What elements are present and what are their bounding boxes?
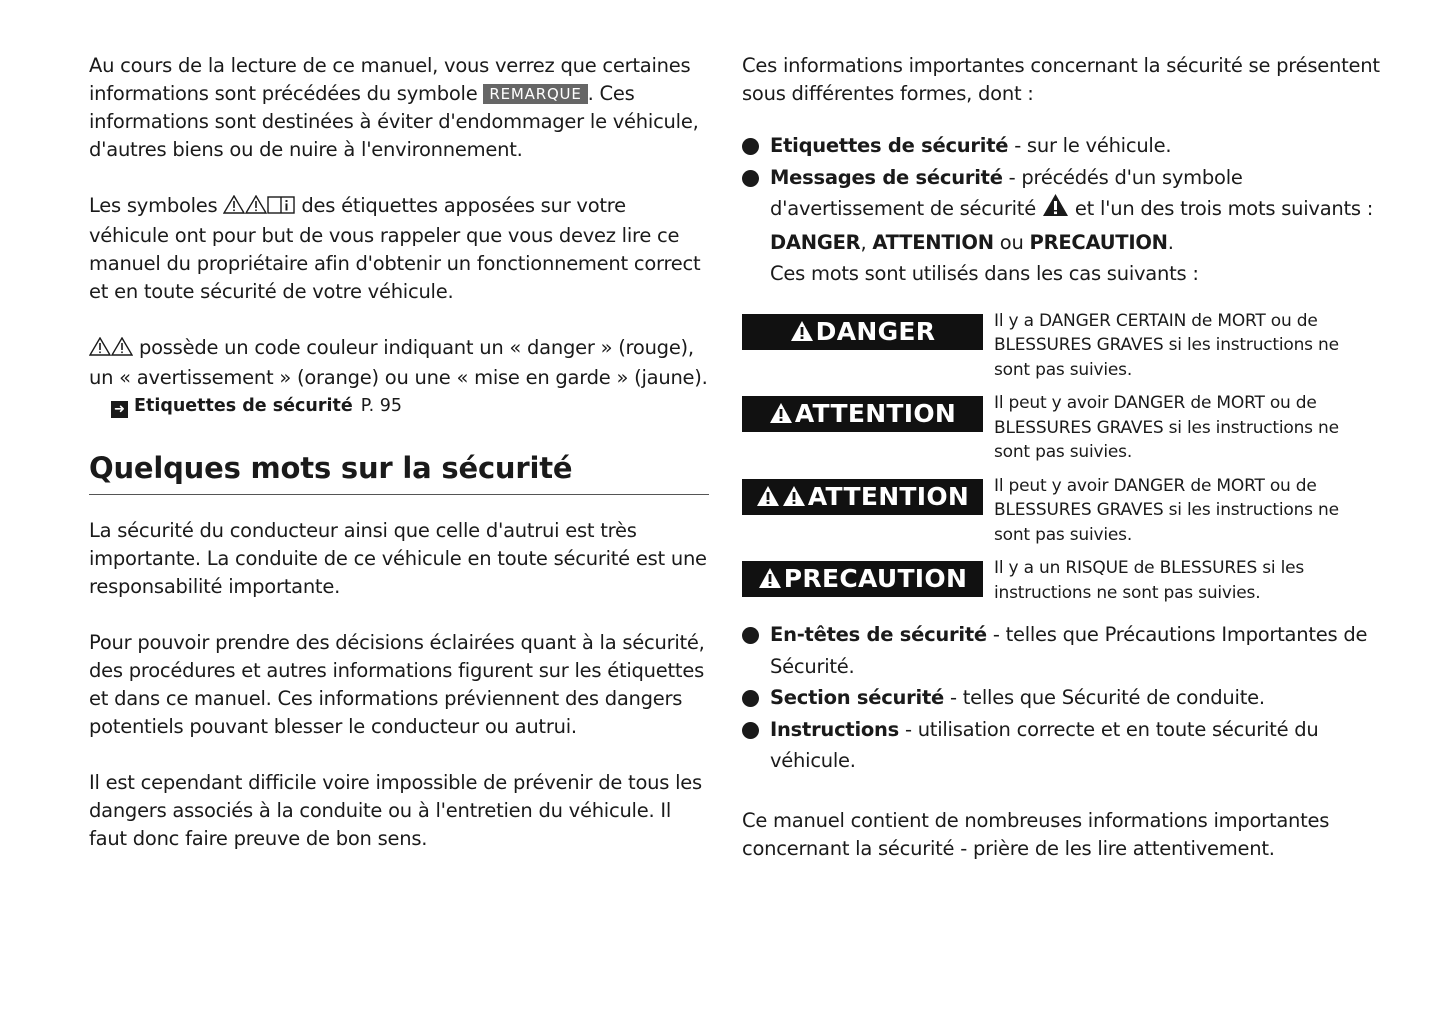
xref-label: Etiquettes de sécurité: [134, 396, 353, 416]
warning-triangle-outline-icon: [223, 194, 245, 222]
list-item-text: et l'un des trois mots suivants :: [1068, 197, 1374, 220]
paragraph-color-code: [89, 334, 711, 392]
list-item-text: Ces mots sont utilisés dans les cas suivants :: [770, 262, 1199, 285]
attention-label: [742, 396, 983, 432]
warning-triangle-white-icon: [769, 398, 793, 434]
bullet-icon: [742, 722, 759, 739]
danger-label: [742, 314, 983, 350]
warning-triangle-outline-icon: [245, 194, 267, 222]
arrow-right-icon: ➜: [111, 401, 128, 418]
right-column: [742, 52, 1382, 863]
signal-label-text: ATTENTION: [794, 399, 957, 428]
list-item-text: - précédés d'un symbole d'avertissement de sécurité: [770, 165, 1243, 220]
bullet-icon: [742, 170, 759, 187]
paragraph-text: . Ces informations sont destinées à éviter d'endommager le véhicule, d'autres biens ou de nuire à l'environnement.: [89, 82, 699, 161]
list-item-title: Section sécurité: [770, 686, 945, 709]
warning-triangle-white-icon: [790, 316, 814, 352]
paragraph-text: des étiquettes apposées sur votre véhicule ont pour but de vous rappeler que vous devez lire ce manuel du propriétaire afin d'obtenir un fonctionnement correct et en toute sécurité de votre véhicule.: [89, 194, 701, 303]
list-item-text: - telles que Précautions Importantes de Sécurité.: [770, 623, 1368, 678]
remarque-badge: REMARQUE: [483, 84, 587, 104]
paragraph-symbols: [89, 192, 711, 306]
xref-page: P. 95: [360, 396, 402, 416]
bullet-icon: [742, 627, 759, 644]
paragraph-text: Les symboles: [89, 194, 224, 217]
list-item-text: - sur le véhicule.: [1008, 134, 1172, 157]
list-item: [742, 714, 1382, 777]
manual-book-icon: [267, 194, 295, 222]
signal-label-text: PRECAUTION: [783, 564, 968, 593]
paragraph-remarque: [89, 52, 711, 164]
paragraph-intro: Ces informations importantes concernant la sécurité se présentent sous différentes formes, dont :: [742, 54, 1380, 105]
paragraph-importance: La sécurité du conducteur ainsi que celle d'autrui est très importante. La conduite de ce véhicule en toute sécurité est une responsabilité importante.: [89, 519, 707, 598]
list-item: [742, 682, 1382, 714]
bullet-icon: [742, 690, 759, 707]
signal-description: Il peut y avoir DANGER de MORT ou de BLESSURES GRAVES si les instructions ne sont pas suivies.: [994, 393, 1339, 462]
signal-row-precaution: [742, 558, 1382, 605]
cross-reference-link[interactable]: [111, 394, 711, 418]
signal-words-table: [742, 310, 1382, 606]
signal-row-attention-double: [742, 475, 1382, 548]
separator: ,: [860, 230, 873, 254]
warning-triangle-white-icon: [758, 563, 782, 599]
signal-row-danger: [742, 310, 1382, 383]
list-item: [742, 162, 1382, 290]
list-item-title: Messages de sécurité: [770, 165, 1003, 189]
list-item-text: - utilisation correcte et en toute sécurité du véhicule.: [770, 717, 1319, 772]
warning-triangle-white-icon: [782, 481, 806, 517]
list-item-title: En-têtes de sécurité: [770, 623, 987, 646]
section-title: Quelques mots sur la sécurité: [89, 450, 709, 495]
warning-triangle-outline-icon: [111, 336, 133, 364]
signal-word-precaution: PRECAUTION: [1029, 230, 1168, 254]
paragraph-common-sense: Il est cependant difficile voire impossible de prévenir de tous les dangers associés à la conduite ou à l'entretien du véhicule. Il faut donc faire preuve de bon sens.: [89, 771, 702, 850]
list-item-text: - telles que Sécurité de conduite.: [944, 686, 1265, 709]
paragraph-closing: Ce manuel contient de nombreuses informations importantes concernant la sécurité - prière de les lire attentivement.: [742, 808, 1330, 860]
list-item-title: Etiquettes de sécurité: [770, 134, 1009, 157]
safety-forms-list: [742, 130, 1382, 290]
list-item: [742, 130, 1382, 162]
paragraph-decisions: Pour pouvoir prendre des décisions éclairées quant à la sécurité, des procédures et autres informations figurent sur les étiquettes et dans ce manuel. Ces informations préviennent des dangers potentiels pouvant blesser le conducteur ou autrui.: [89, 631, 705, 738]
separator: ou: [993, 230, 1030, 254]
list-item: [742, 619, 1382, 682]
warning-triangle-white-icon: [756, 481, 780, 517]
precaution-label: [742, 561, 983, 597]
paragraph-text: possède un code couleur indiquant un « danger » (rouge), un « avertissement » (orange) ou une « mise en garde » (jaune).: [89, 336, 708, 389]
safety-forms-list-continued: [742, 619, 1382, 777]
signal-word-danger: DANGER: [770, 230, 861, 254]
bullet-icon: [742, 138, 759, 155]
warning-triangle-filled-icon: [1042, 193, 1069, 227]
signal-label-text: DANGER: [815, 316, 936, 346]
signal-word-attention: ATTENTION: [872, 230, 994, 254]
signal-label-text: ATTENTION: [807, 481, 970, 511]
list-item-title: Instructions: [770, 717, 900, 741]
signal-description: Il peut y avoir DANGER de MORT ou de BLESSURES GRAVES si les instructions ne sont pas suivies.: [994, 475, 1339, 545]
warning-triangle-outline-icon: [89, 336, 111, 364]
left-column: [89, 52, 711, 853]
attention-double-label: [742, 479, 983, 515]
separator: .: [1167, 230, 1174, 254]
signal-description: Il y a DANGER CERTAIN de MORT ou de BLESSURES GRAVES si les instructions ne sont pas suivies.: [994, 310, 1339, 380]
paragraph-text: Au cours de la lecture de ce manuel, vous verrez que certaines informations sont précédées du symbole: [89, 54, 691, 105]
signal-row-attention: [742, 393, 1382, 465]
signal-description: Il y a un RISQUE de BLESSURES si les instructions ne sont pas suivies.: [994, 558, 1305, 603]
